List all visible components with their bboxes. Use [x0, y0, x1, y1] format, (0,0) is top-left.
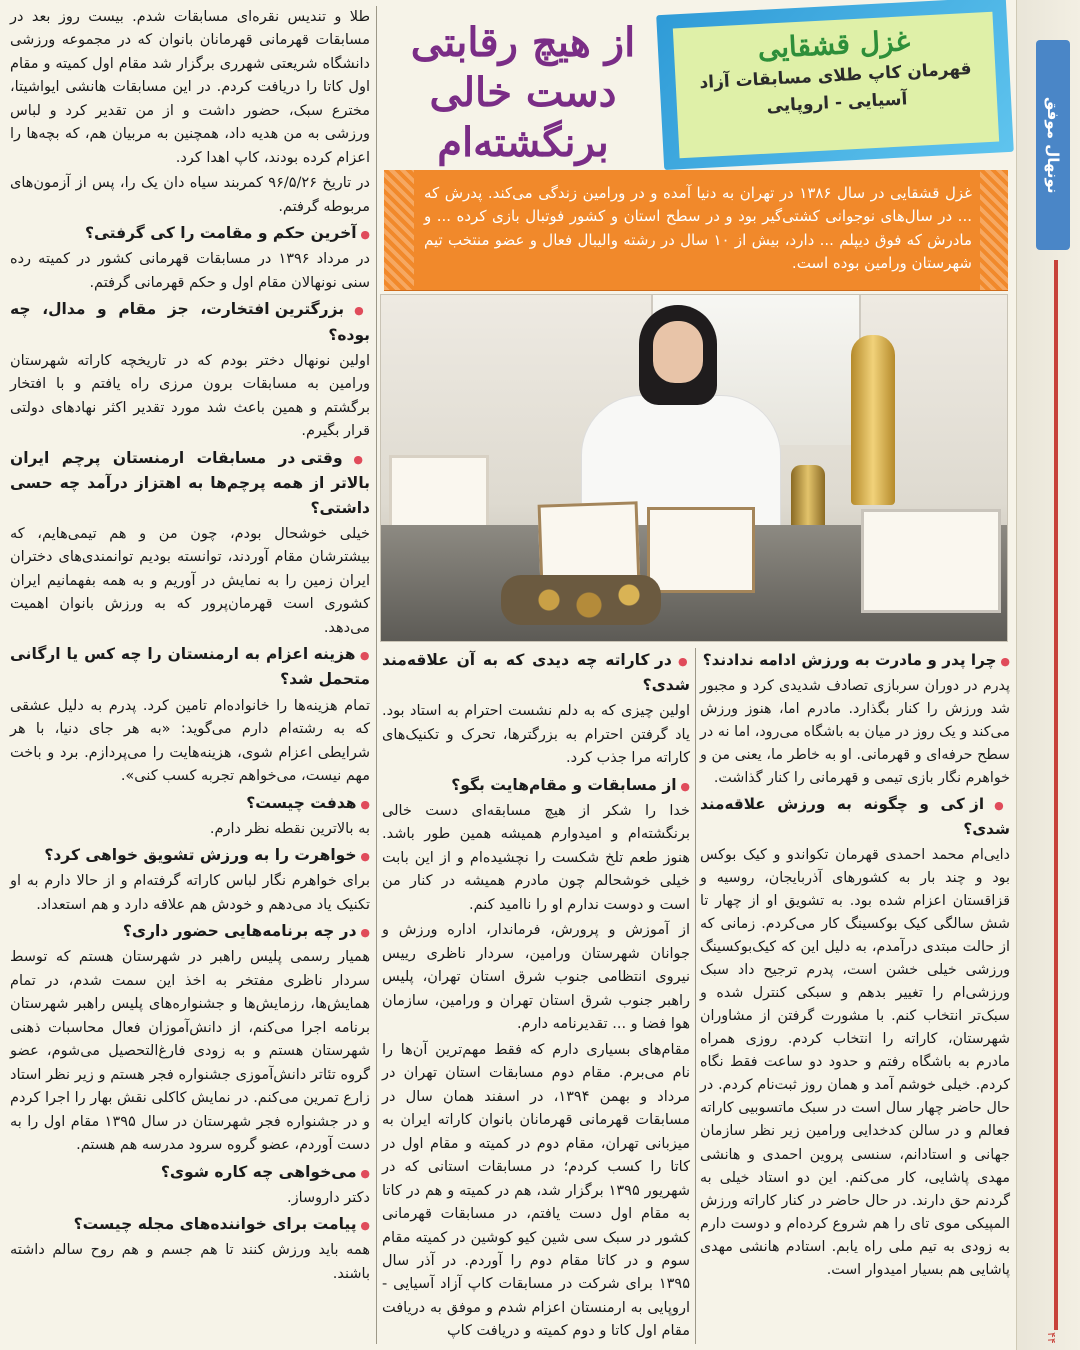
interview-question: ● چرا پدر و مادرت به ورزش ادامه ندادند؟ — [700, 648, 1010, 673]
interview-question: ● از مسابقات و مقام‌هایت بگو؟ — [382, 773, 690, 798]
photo-certificate — [861, 509, 1001, 613]
title-line-2: دست خالی — [429, 69, 617, 116]
photo-face — [653, 321, 703, 383]
title-line-1: از هیچ رقابتی — [410, 19, 636, 66]
interview-answer: در تاریخ ۹۶/۵/۲۶ کمربند سیاه دان یک را، پس از آزمون‌های مربوطه گرفتم. — [10, 175, 370, 215]
interview-answer: در مرداد ۱۳۹۶ در مسابقات قهرمانی کشور در کمیته رده سنی نونهالان مقام اول و حکم قهرمانی گرفتم. — [10, 251, 370, 291]
subject-name: غزل قشقایی — [756, 24, 911, 66]
title-line-3: برنگشته‌ام — [437, 119, 609, 166]
interview-question: ● در چه برنامه‌هایی حضور داری؟ — [10, 919, 370, 944]
column-rule — [376, 6, 377, 1344]
interview-question: ● هزینه اعزام به ارمنستان را چه کس یا ارگانی متحمل شد؟ — [10, 642, 370, 692]
page-number: ۴۴ — [1045, 1332, 1058, 1344]
interview-answer: تمام هزینه‌ها را خانواده‌ام تامین کرد. پدرم به دلیل عشقی که به رشته‌ام دارم می‌گوید: «به هر جای دنیا، با هر شرایطی اعزام شوی، هزینه‌هایت را می‌پردازم. برد و باخت مهم نیست، می‌خواهم تجربه کسب کنی». — [10, 697, 370, 785]
section-tab — [1036, 40, 1070, 250]
interview-answer: خدا را شکر از هیچ مسابقه‌ای دست خالی برنگشته‌ام و امیدوارم همیشه همین طور باشد. هنوز طعم تلخ شکست را نچشیده‌ام و از این بابت خیلی خوشحالم چون مادرم همیشه در کنار من است و دوست ندارم او را ناامید کنم. — [382, 802, 690, 913]
interview-answer: مقام‌های بسیاری دارم که فقط مهم‌ترین آن‌ها را نام می‌برم. مقام دوم مسابقات استان تهران در مرداد و بهمن ۱۳۹۴، در اسفند همان سال در مسابقات قهرمانی قهرمانان بانوان کاراته ایران به میزبانی تهران، مقام دوم در کمیته و مقام اول در کاتا را کسب کردم؛ در مسابقات استانی که در شهریور ۱۳۹۵ برگزار شد، هم در کمیته و هم در کاتا به مقام اول دست یافتم، در مسابقات قهرمانی کشور در سبک سی شین کیو کوشین در کمیته مقام سوم و در کاتا مقام دوم را آوردم. در آذر سال ۱۳۹۵ برای شرکت در مسابقات کاپ آزاد آسیایی - اروپایی به ارمنستان اعزام شدم و موفق به دریافت مقام اول کاتا و دوم کمیته و دریافت کاپ — [382, 1041, 690, 1340]
interview-answer: به بالاترین نقطه نظر دارم. — [209, 820, 370, 837]
interview-question: ● آخرین حکم و مقامت را کی گرفتی؟ — [10, 221, 370, 246]
left-column — [10, 6, 370, 1344]
interview-question: ● از کی و چگونه به ورزش علاقه‌مند شدی؟ — [700, 792, 1010, 841]
interview-answer: از آموزش و پرورش، فرماندار، اداره ورزش و جوانان شهرستان ورامین، سردار ناظری رییس نیروی انتظامی جنوب شرق استان تهران، پلیس راهبر جنوب شرق استان تهران و ورامین، سازمان هوا فضا و ... تقدیرنامه دارم. — [382, 922, 690, 1033]
intro-box — [384, 170, 1008, 290]
photo-diploma — [647, 507, 755, 593]
photo-trophy — [851, 335, 895, 505]
interview-answer: اولین نونهال دختر بودم که در تاریخچه کاراته شهرستان ورامین به مسابقات برون مرزی راه یافتم و با افتخار برگشتم و همین باعث شد مورد تقدیر اکثر نهادهای دولتی قرار بگیرم. — [10, 352, 370, 440]
interview-answer: اولین چیزی که به دلم نشست احترام به استاد بود. یاد گرفتن احترام به بزرگترها، تحرک و تکنیک‌های کاراته مرا جذب کرد. — [382, 703, 690, 767]
interview-answer: همه باید ورزش کنند تا هم جسم و هم روح سالم داشته باشند. — [10, 1242, 370, 1282]
column-rule — [695, 648, 696, 1344]
interview-question: ● می‌خواهی چه کاره شوی؟ — [10, 1160, 370, 1185]
header-box — [673, 12, 999, 159]
interview-question: ● خواهرت را به ورزش تشویق خواهی کرد؟ — [10, 843, 370, 868]
article-photo — [380, 294, 1008, 642]
interview-answer: خیلی خوشحال بودم، چون من و هم تیمی‌هایم، که بیشترشان مقام آوردند، توانسته بودیم توانمندی‌های دختران ایران زمین را به نمایش در آوریم و به همه بفهمانیم ایران کشوری است قهرمان‌پرور که به ورزش بانوان اهمیت می‌دهد. — [10, 525, 370, 636]
interview-question: ● در کاراته چه دیدی که به آن علاقه‌مند شدی؟ — [382, 648, 690, 698]
interview-question: ● هدفت چیست؟ — [10, 791, 370, 816]
subject-subtitle-2: آسیایی - اروپایی — [766, 89, 908, 117]
side-rule — [1054, 260, 1058, 1330]
intro-text: غزل قشقایی در سال ۱۳۸۶ در تهران به دنیا آمده و در ورامین زندگی می‌کند. پدرش که ... در سال‌های نوجوانی کشتی‌گیر بود و در سطح استان و کشور فوتبال بازی کرده ... و مادرش که فوق دیپلم ... دارد، بیش از ۱۰ سال در رشته والیبال فعال و عضو منتخب تیم شهرستان ورامین بوده است. — [424, 184, 972, 272]
photo-medals — [501, 575, 661, 625]
interview-question: ● وقتی در مسابقات ارمنستان پرچم ایران بالاتر از همه پرچم‌ها به اهتزاز درآمد چه حسی داشتی؟ — [10, 446, 370, 521]
interview-answer: طلا و تندیس نقره‌ای مسابقات شدم. بیست روز بعد در مسابقات قهرمانی قهرمانان بانوان که در مجموعه ورزشی دانشگاه شریعتی شهرری برگزار شد مقام اول کمیته و مقام اول کاتا را دریافت کردم. در این مسابقات هانشی ایواشیتا، مخترع سبک، حضور داشت و از من تقدیر کرد و لباس ورزشی به من هدیه داد، همچنین به مربیان هم، که بچه‌ها را اعزام کرده بودند، کاپ اهدا کرد. — [10, 9, 370, 166]
interview-question: ● پیامت برای خواننده‌های مجله چیست؟ — [10, 1212, 370, 1237]
interview-answer: پدرم در دوران سربازی تصادف شدیدی کرد و مجبور شد ورزش را کنار بگذارد. مادرم اما، هنوز ورزش می‌کند و یک روز در میان به باشگاه می‌رود، اما نه در سطح حرفه‌ای و قهرمانی. او به خاطر ما، یعنی من و خواهرم نگار بازی تیمی و قهرمانی را کنار گذاشت. — [700, 677, 1010, 787]
interview-answer: برای خواهرم نگار لباس کاراته گرفته‌ام و از حالا دارم به او تکنیک یاد می‌دهم و خودش هم علاقه دارد و هم استعداد. — [10, 873, 370, 913]
right-column — [700, 648, 1010, 1348]
middle-column — [382, 648, 690, 1348]
subject-subtitle-1: قهرمان کاپ طلای مسابقات آزاد — [699, 58, 973, 94]
interview-answer: دکتر داروساز. — [286, 1189, 370, 1206]
section-tab-label: نونهال موفق — [1044, 96, 1062, 194]
side-band — [1016, 0, 1080, 1350]
article-title — [392, 18, 654, 178]
interview-answer: همیار رسمی پلیس راهبر در شهرستان هستم که توسط سردار ناظری مفتخر به اخذ این سمت شدم، در تمام همایش‌ها، رزمایش‌ها و جشنواره‌های پلیس راهبر شهرستان برنامه اجرا می‌کنم، از دانش‌آموزان فعال محاسبات ذهنی شهرستان هستم و به زودی فارغ‌التحصیل می‌شوم، عضو گروه تئاتر دانش‌آموزی جشنواره فجر هستم و زیر نظر استاد زارع تمرین می‌کنم. در نمایش کاکلی نقش بهار را اجرا کردم و در جشنواره فجر شهرستان در سال ۱۳۹۵ مقام اول را به دست آوردم، عضو گروه سرود مدرسه هم هستم. — [10, 949, 370, 1154]
interview-question: ● بزرگترین افتخارت، جز مقام و مدال، چه بوده؟ — [10, 297, 370, 347]
interview-answer: دایی‌ام محمد احمدی قهرمان تکواندو و کیک بوکس بود و چند بار به کشورهای آذربایجان، روسیه و قزاقستان اعزام شده بود. به تشویق او از چهار تا شش سالگی کیک بوکسینگ کار می‌کردم. زمانی که از حالت مبتدی درآمدم، به دلیل این که کیک‌بوکسینگ ورزشی خیلی خشن است، پدرم ترجیح داد سبک ورزشی‌ام را تغییر بدهم و سبکی کنترل شده و سبک‌تر انتخاب کنم. با مشورت گرفتن از مشاوران شهرستان، کاراته را انتخاب کردم. روزی همراه مادرم به باشگاه رفتم و حدود دو ساعت فقط نگاه کردم. خیلی خوشم آمد و همان روز ثبت‌نام کردم. در حال حاضر چهار سال است در سبک ماتسوبیی کاراته فعالم و در سالن کدخدایی ورامین زیر نظر سازمان جهانی و استادانم، سنسی پروین احمدی و هانشی مهدی پاشایی، کار می‌کنم. این دو استاد خیلی به گردنم حق دارند. در حال حاضر در کنار کاراته ورزش المپیکی موی تای را هم شروع کرده‌ام و دوست دارم به زودی به تیم ملی راه یابم. استادم هانشی مهدی پاشایی هم بسیار امیدوار است. — [700, 846, 1010, 1278]
